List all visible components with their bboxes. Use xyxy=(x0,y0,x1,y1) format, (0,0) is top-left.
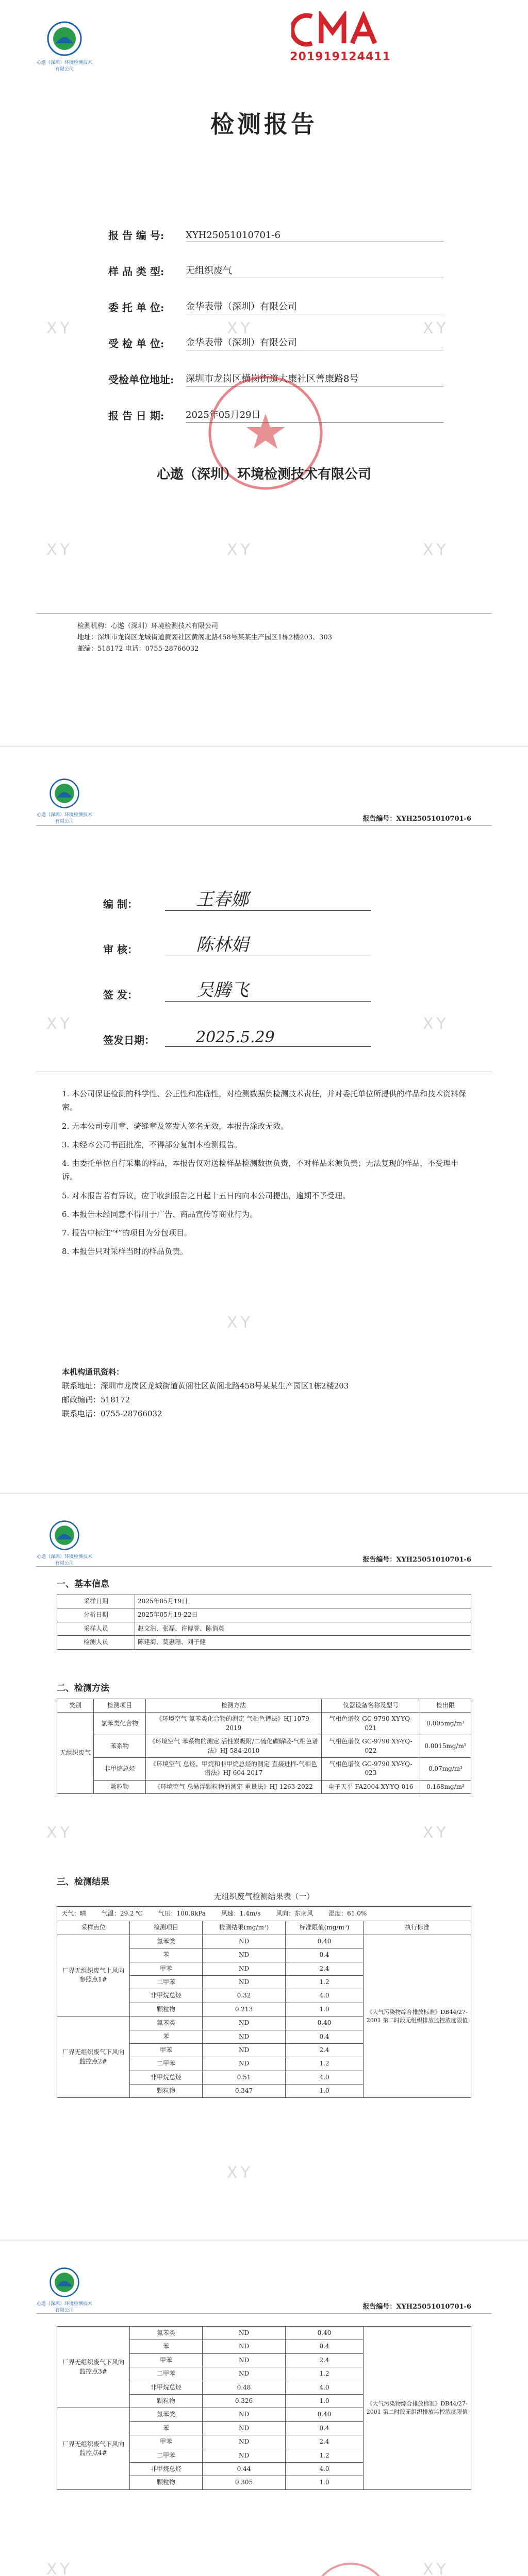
note-item: 6. 本报告未经同意不得用于广告、商品宣传等商业行为。 xyxy=(62,1209,258,1219)
method-device: 电子天平 FA2004 XY-YQ-016 xyxy=(322,1780,420,1793)
info-label: 采样人员 xyxy=(57,1622,135,1635)
methods-table xyxy=(57,1699,471,1794)
result-value: ND xyxy=(203,2449,286,2462)
results-page-2 xyxy=(0,2241,528,2576)
result-item: 甲苯 xyxy=(130,2043,203,2057)
lab-logo: 心遨（深圳）环境检测技术有限公司 xyxy=(36,1520,93,1566)
watermark-xy: XY xyxy=(46,2561,73,2576)
col-header: 标准限值(mg/m³) xyxy=(286,1921,364,1935)
report-notes xyxy=(62,1087,469,1264)
result-limit: 0.40 xyxy=(286,2408,364,2421)
result-item: 氯苯类 xyxy=(130,1935,203,1948)
result-limit: 1.0 xyxy=(286,2394,364,2408)
sign-label: 编 制： xyxy=(103,898,138,910)
footer-line: 邮编：518172 电话：0755-28766032 xyxy=(77,645,199,653)
watermark-xy: XY xyxy=(46,541,73,559)
method-item: 苯系物 xyxy=(94,1735,146,1758)
cma-number: 201919124411 xyxy=(290,50,391,63)
result-item: 非甲烷总烃 xyxy=(130,2381,203,2394)
result-limit: 0.40 xyxy=(286,2016,364,2030)
result-limit: 0.40 xyxy=(286,1935,364,1948)
result-item: 非甲烷总烃 xyxy=(130,2462,203,2476)
cover-page xyxy=(0,0,528,745)
result-item: 非甲烷总烃 xyxy=(130,1989,203,2003)
watermark-xy: XY xyxy=(423,319,449,337)
result-value: ND xyxy=(203,1948,286,1962)
method-name: 《环境空气 总烃、甲烷和非甲烷总烃的测定 直接进样-气相色谱法》HJ 604-2017 xyxy=(146,1757,322,1780)
result-limit: 1.0 xyxy=(286,2003,364,2016)
method-name: 《环境空气 总悬浮颗粒物的测定 重量法》HJ 1263-2022 xyxy=(146,1780,322,1793)
lab-logo: 心遨（深圳）环境检测技术有限公司 xyxy=(36,21,93,72)
lab-emblem-icon xyxy=(46,21,82,57)
table-row xyxy=(57,1935,471,1948)
watermark-xy: XY xyxy=(227,541,253,559)
sampling-point: 厂界无组织废气下风向监控点4# xyxy=(57,2408,130,2489)
watermark-xy: XY xyxy=(423,2561,449,2576)
col-header: 检测结果(mg/m³) xyxy=(203,1921,286,1935)
contact-block xyxy=(62,1365,469,1421)
signature-approver: 吴腾飞 xyxy=(165,976,371,1002)
note-item: 7. 报告中标注“*”的项目为分包项目。 xyxy=(62,1228,192,1238)
report-number-header: 报告编号：XYH25051010701-6 xyxy=(362,2303,471,2311)
method-name: 《环境空气 苯系物的测定 活性炭吸附/二硫化碳解吸-气相色谱法》HJ 584-2010 xyxy=(146,1735,322,1758)
signature-editor: 王春娜 xyxy=(165,885,371,911)
result-item: 颗粒物 xyxy=(130,2084,203,2098)
weather-item: 气压：100.8kPa xyxy=(158,1910,206,1917)
method-item: 颗粒物 xyxy=(94,1780,146,1793)
field-label: 报 告 编 号: xyxy=(108,229,164,242)
method-item: 非甲烷总烃 xyxy=(94,1757,146,1780)
watermark-xy: XY xyxy=(423,541,449,559)
report-number-header: 报告编号：XYH25051010701-6 xyxy=(362,815,471,823)
lab-name-cover: 心遨（深圳）环境检测技术有限公司 xyxy=(156,467,371,482)
watermark-xy: XY xyxy=(423,1015,449,1033)
result-limit: 4.0 xyxy=(286,2071,364,2084)
result-item: 苯 xyxy=(130,1948,203,1962)
weather-item: 气温：29.2 ℃ xyxy=(101,1910,143,1917)
method-category: 无组织废气 xyxy=(57,1713,94,1794)
watermark-xy: XY xyxy=(46,1015,73,1033)
info-value: 陈建海、莫惠珊、刘子健 xyxy=(135,1636,471,1649)
watermark-xy: XY xyxy=(423,1824,449,1842)
cover-field-report-no xyxy=(108,206,443,242)
cma-mark xyxy=(289,11,392,63)
result-value: ND xyxy=(203,2016,286,2030)
sign-row-approver xyxy=(103,956,412,1002)
table-header-row xyxy=(57,1921,471,1935)
inspection-stamp-icon xyxy=(309,2561,392,2576)
sign-row-date xyxy=(103,1002,412,1047)
section-methods: 二、检测方法 xyxy=(57,1683,109,1693)
field-label: 报 告 日 期: xyxy=(108,410,164,422)
signature-page xyxy=(0,747,528,1493)
sign-label: 签 发： xyxy=(103,989,138,1001)
info-label: 采样日期 xyxy=(57,1595,135,1608)
result-value: 0.51 xyxy=(203,2071,286,2084)
watermark-xy: XY xyxy=(227,319,253,337)
result-value: ND xyxy=(203,1962,286,1975)
result-value: ND xyxy=(203,2340,286,2353)
result-value: ND xyxy=(203,2435,286,2449)
result-value: 0.44 xyxy=(203,2462,286,2476)
result-value: 0.326 xyxy=(203,2394,286,2408)
info-value: 2025年05月19-22日 xyxy=(135,1608,471,1622)
contact-line: 联系地址：深圳市龙岗区龙城街道黄阁社区黄阁北路458号某某生产园区1栋2楼203 xyxy=(62,1381,349,1391)
result-value: ND xyxy=(203,2367,286,2381)
info-label: 检测人员 xyxy=(57,1636,135,1649)
method-limit: 0.168mg/m³ xyxy=(420,1780,471,1793)
field-value: 金华表带（深圳）有限公司 xyxy=(186,335,443,350)
cma-logo-icon xyxy=(291,11,389,48)
result-limit: 1.2 xyxy=(286,2057,364,2071)
col-header: 检出限 xyxy=(420,1699,471,1713)
signature-reviewer: 陈林娟 xyxy=(165,930,371,956)
result-value: 0.347 xyxy=(203,2084,286,2098)
result-item: 颗粒物 xyxy=(130,2394,203,2408)
watermark-xy: XY xyxy=(227,2164,253,2182)
watermark-xy: XY xyxy=(227,1314,253,1332)
weather-item: 天气：晴 xyxy=(61,1910,87,1917)
weather-row xyxy=(57,1907,471,1921)
note-item: 4. 由委托单位自行采集的样品，本报告仅对送检样品检测数据负责，不对样品来源负责；无法复现的样品，不受理申诉。 xyxy=(62,1159,459,1182)
footer-line: 地址：深圳市龙岗区龙城街道黄阁社区黄阁北路458号某某生产园区1栋2楼203、303 xyxy=(77,634,332,642)
method-device: 气相色谱仪 GC-9790 XY-YQ-022 xyxy=(322,1735,420,1758)
info-value: 赵文浩、张磊、许博誉、陈俏英 xyxy=(135,1622,471,1635)
method-device: 气相色谱仪 GC-9790 XY-YQ-021 xyxy=(322,1713,420,1735)
report-title: 检测报告 xyxy=(210,110,318,138)
method-limit: 0.005mg/m³ xyxy=(420,1713,471,1735)
lab-logo: 心遨（深圳）环境检测技术有限公司 xyxy=(36,2267,93,2313)
sampling-point: 厂界无组织废气下风向监控点2# xyxy=(57,2016,130,2098)
header-divider xyxy=(36,1566,492,1567)
weather-item: 风速：1.4m/s xyxy=(221,1910,261,1917)
result-limit: 1.0 xyxy=(286,2476,364,2489)
cover-footer xyxy=(77,621,332,655)
note-item: 5. 对本报告若有异议，应于收到报告之日起十五日内向本公司提出，逾期不予受理。 xyxy=(62,1191,351,1200)
field-label: 受 检 单 位: xyxy=(108,337,164,350)
result-limit: 0.4 xyxy=(286,1948,364,1962)
results-table-1-continued xyxy=(57,2326,471,2490)
result-item: 氯苯类 xyxy=(130,2327,203,2340)
result-limit: 0.4 xyxy=(286,2421,364,2435)
result-limit: 2.4 xyxy=(286,1962,364,1975)
result-limit: 1.2 xyxy=(286,2449,364,2462)
result-value: 0.32 xyxy=(203,1989,286,2003)
result-item: 甲苯 xyxy=(130,2435,203,2449)
sign-row-reviewer xyxy=(103,911,412,956)
result-item: 甲苯 xyxy=(130,2353,203,2367)
result-limit: 1.2 xyxy=(286,1975,364,1989)
sampling-point: 厂界无组织废气上风向参照点1# xyxy=(57,1935,130,2016)
table-row xyxy=(57,1636,471,1649)
cover-field-inspected xyxy=(108,314,443,350)
weather-item: 湿度：61.0% xyxy=(328,1910,367,1917)
contact-line: 联系电话：0755-28766032 xyxy=(62,1409,162,1418)
table-row xyxy=(57,2327,471,2340)
field-value: XYH25051010701-6 xyxy=(186,230,443,242)
sign-label: 签发日期： xyxy=(103,1034,155,1046)
field-value: 无组织废气 xyxy=(186,263,443,278)
sampling-point: 厂界无组织废气下风向监控点3# xyxy=(57,2327,130,2408)
field-label: 受检单位地址: xyxy=(108,374,174,386)
result-item: 非甲烷总烃 xyxy=(130,2071,203,2084)
signature-date: 2025.5.29 xyxy=(165,1028,371,1047)
result-item: 二甲苯 xyxy=(130,2057,203,2071)
lab-emblem-icon xyxy=(49,778,80,809)
info-value: 2025年05月19日 xyxy=(135,1595,471,1608)
field-value: 2025年05月29日 xyxy=(186,408,443,422)
note-item: 3. 未经本公司书面批准，不得部分复制本检测报告。 xyxy=(62,1140,242,1149)
basic-info-table xyxy=(57,1595,471,1650)
result-standard: 《大气污染物综合排放标准》DB44/27-2001 第二时段无组织排放监控浓度限值 xyxy=(364,1935,471,2098)
col-header: 类别 xyxy=(57,1699,94,1713)
note-item: 1. 本公司保证检测的科学性、公正性和准确性，对检测数据负检测技术责任，并对委托单位所提供的样品和技术资料保密。 xyxy=(62,1089,467,1112)
result-value: ND xyxy=(203,2043,286,2057)
weather-item: 风向：东南风 xyxy=(276,1910,314,1917)
header-divider xyxy=(36,2313,492,2314)
table-row xyxy=(57,1757,471,1780)
result-limit: 0.4 xyxy=(286,2030,364,2043)
result-item: 二甲苯 xyxy=(130,2449,203,2462)
col-header: 检测方法 xyxy=(146,1699,322,1713)
results-table-1-title: 无组织废气检测结果表（一） xyxy=(213,1892,315,1901)
result-value: ND xyxy=(203,2030,286,2043)
field-label: 委 托 单 位: xyxy=(108,301,164,314)
result-value: ND xyxy=(203,1935,286,1948)
cover-field-sample-type xyxy=(108,242,443,278)
result-limit: 4.0 xyxy=(286,2462,364,2476)
watermark-xy: XY xyxy=(46,1824,73,1842)
col-header: 执行标准 xyxy=(364,1921,471,1935)
method-name: 《环境空气 氯苯类化合物的测定 气相色谱法》HJ 1079-2019 xyxy=(146,1713,322,1735)
result-item: 二甲苯 xyxy=(130,2367,203,2381)
section-basic-info: 一、基本信息 xyxy=(57,1579,109,1589)
table-row xyxy=(57,1735,471,1758)
table-row xyxy=(57,1622,471,1635)
info-label: 分析日期 xyxy=(57,1608,135,1622)
col-header: 采样点位 xyxy=(57,1921,130,1935)
col-header: 检测项目 xyxy=(130,1921,203,1935)
result-limit: 2.4 xyxy=(286,2043,364,2057)
results-table-1 xyxy=(57,1906,471,2098)
result-limit: 4.0 xyxy=(286,1989,364,2003)
table-row xyxy=(57,1595,471,1608)
footer-line: 检测机构：心遨（深圳）环境检测技术有限公司 xyxy=(77,622,219,630)
result-value: 0.213 xyxy=(203,2003,286,2016)
table-header-row xyxy=(57,1699,471,1713)
result-limit: 0.40 xyxy=(286,2327,364,2340)
result-item: 苯 xyxy=(130,2030,203,2043)
result-item: 甲苯 xyxy=(130,1962,203,1975)
watermark-xy: XY xyxy=(46,319,73,337)
result-item: 氯苯类 xyxy=(130,2016,203,2030)
result-item: 二甲苯 xyxy=(130,1975,203,1989)
col-header: 检测项目 xyxy=(94,1699,146,1713)
method-limit: 0.07mg/m³ xyxy=(420,1757,471,1780)
result-limit: 2.4 xyxy=(286,2435,364,2449)
result-item: 氯苯类 xyxy=(130,2408,203,2421)
result-value: ND xyxy=(203,2408,286,2421)
sign-row-editor xyxy=(103,866,412,911)
contact-title: 本机构通讯资料： xyxy=(62,1367,124,1377)
lab-logo: 心遨（深圳）环境检测技术有限公司 xyxy=(36,778,93,824)
result-value: ND xyxy=(203,2327,286,2340)
sign-label: 审 核： xyxy=(103,943,138,956)
result-limit: 0.4 xyxy=(286,2340,364,2353)
field-value: 金华表带（深圳）有限公司 xyxy=(186,299,443,314)
table-row xyxy=(57,1713,471,1735)
field-value: 深圳市龙岗区横岗街道大康社区善康路8号 xyxy=(186,371,443,386)
result-item: 苯 xyxy=(130,2340,203,2353)
sign-block xyxy=(103,866,412,1047)
result-value: 0.305 xyxy=(203,2476,286,2489)
section-results: 三、检测结果 xyxy=(57,1877,109,1887)
note-item: 2. 无本公司专用章、骑缝章及签发人签名无效，本报告涂改无效。 xyxy=(62,1121,289,1131)
result-item: 颗粒物 xyxy=(130,2003,203,2016)
note-item: 8. 本报告只对采样当时的样品负责。 xyxy=(62,1247,188,1257)
table-row xyxy=(57,1780,471,1793)
results-page-1 xyxy=(0,1494,528,2240)
col-header: 仪器设备名称及型号 xyxy=(322,1699,420,1713)
result-value: ND xyxy=(203,1975,286,1989)
result-value: ND xyxy=(203,2421,286,2435)
result-standard: 《大气污染物综合排放标准》DB44/27-2001 第二时段无组织排放监控浓度限值 xyxy=(364,2327,471,2490)
method-limit: 0.0015mg/m³ xyxy=(420,1735,471,1758)
table-row xyxy=(57,1608,471,1622)
method-item: 氯苯类化合物 xyxy=(94,1713,146,1735)
method-device: 气相色谱仪 GC-9790 XY-YQ-023 xyxy=(322,1757,420,1780)
lab-emblem-icon xyxy=(49,2267,80,2298)
result-limit: 1.2 xyxy=(286,2367,364,2381)
header-divider xyxy=(36,825,492,826)
footer-divider xyxy=(36,613,492,614)
report-number-header: 报告编号：XYH25051010701-6 xyxy=(362,1556,471,1564)
result-item: 苯 xyxy=(130,2421,203,2435)
result-limit: 4.0 xyxy=(286,2381,364,2394)
contact-line: 邮政编码：518172 xyxy=(62,1395,130,1404)
result-value: ND xyxy=(203,2353,286,2367)
result-value: ND xyxy=(203,2057,286,2071)
result-limit: 2.4 xyxy=(286,2353,364,2367)
result-item: 颗粒物 xyxy=(130,2476,203,2489)
cover-field-client xyxy=(108,278,443,314)
lab-emblem-icon xyxy=(49,1520,80,1551)
field-label: 样 品 类 型: xyxy=(108,265,164,278)
result-value: 0.48 xyxy=(203,2381,286,2394)
result-limit: 1.0 xyxy=(286,2084,364,2098)
